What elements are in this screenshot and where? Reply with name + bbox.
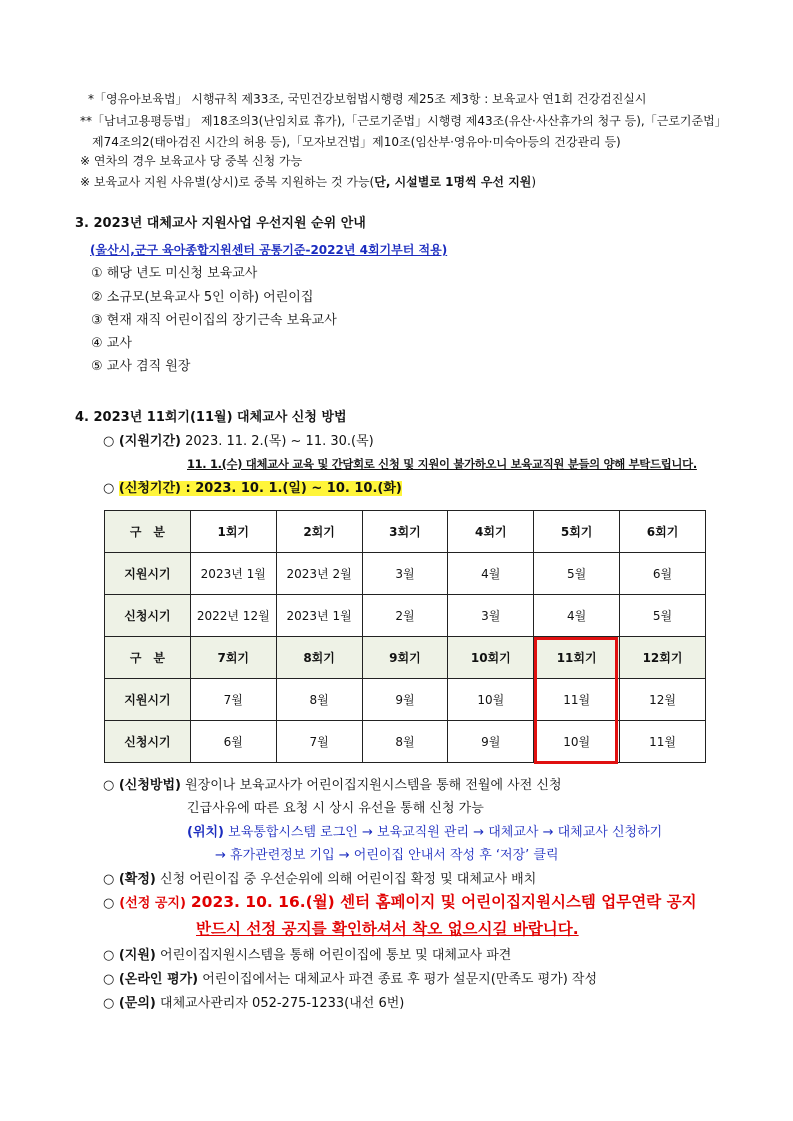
priority-item-3: ③ 현재 재직 어린이집의 장기근속 보육교사 [91, 313, 337, 328]
table-cell: 8회기 [276, 637, 362, 679]
priority-item-4: ④ 교사 [91, 336, 132, 351]
table-cell: 2022년 12월 [190, 595, 276, 637]
table-cell: 7월 [190, 679, 276, 721]
confirm-line: ○ (확정) 신청 어린이집 중 우선순위에 의해 어린이집 확정 및 대체교사 배치 [103, 872, 537, 887]
table-cell: 2월 [362, 595, 448, 637]
note-leave-laws-cont: 제74조의2(태아검진 시간의 허용 등),「모자보건법」제10조(임산부·영유아·미숙아등의 건강관리 등) [92, 135, 621, 149]
online-eval-line: ○ (온라인 평가) 어린이집에서는 대체교사 파견 종료 후 평가 설문지(만족도 평가) 작성 [103, 972, 598, 987]
apply-method-emergency: 긴급사유에 따른 요청 시 상시 유선을 통해 신청 가능 [187, 801, 484, 816]
table-cell: 지원시기 [105, 553, 191, 595]
table-cell: 신청시기 [105, 595, 191, 637]
section3-title: 3. 2023년 대체교사 지원사업 우선지원 순위 안내 [75, 216, 366, 231]
table-cell: 9회기 [362, 637, 448, 679]
priority-item-2: ② 소규모(보육교사 5인 이하) 어린이집 [91, 290, 314, 305]
table-cell: 11월 [534, 679, 620, 721]
table-cell: 10월 [448, 679, 534, 721]
priority-item-1: ① 해당 년도 미신청 보육교사 [91, 266, 258, 281]
table-cell: 5월 [620, 595, 706, 637]
table-cell: 신청시기 [105, 721, 191, 763]
apply-method: ○ (신청방법) 원장이나 보육교사가 어린이집지원시스템을 통해 전월에 사전 신청 [103, 778, 562, 793]
apply-period: ○ (신청기간) : 2023. 10. 1.(일) ~ 10. 10.(화) [103, 481, 402, 496]
table-cell: 11회기 [534, 637, 620, 679]
table-cell: 3회기 [362, 511, 448, 553]
apply-location-cont: → 휴가관련정보 기입 → 어린이집 안내서 작성 후 ‘저장’ 클릭 [215, 848, 559, 863]
note-annual-leave: ※ 연차의 경우 보육교사 당 중복 신청 가능 [80, 154, 303, 168]
priority-item-5: ⑤ 교사 겸직 원장 [91, 359, 191, 374]
table-cell: 4월 [448, 553, 534, 595]
table-cell: 4회기 [448, 511, 534, 553]
note-duplicate-support: ※ 보육교사 지원 사유별(상시)로 중복 지원하는 것 가능(단, 시설별로 1명씩 우선 지원) [80, 175, 537, 189]
table-cell: 10월 [534, 721, 620, 763]
table-cell: 2023년 1월 [276, 595, 362, 637]
highlight-11th-round-box [534, 637, 618, 764]
table-cell: 구 분 [105, 511, 191, 553]
table-cell: 지원시기 [105, 679, 191, 721]
table-cell: 3월 [448, 595, 534, 637]
table-cell: 2023년 2월 [276, 553, 362, 595]
table-cell: 6회기 [620, 511, 706, 553]
contact-line: ○ (문의) 대체교사관리자 052-275-1233(내선 6번) [103, 996, 405, 1011]
table-cell: 6월 [190, 721, 276, 763]
table-cell: 1회기 [190, 511, 276, 553]
support-notice: 11. 1.(수) 대체교사 교육 및 간담회로 신청 및 지원이 불가하오니 보육교직원 분들의 양해 부탁드립니다. [187, 457, 697, 471]
table-cell: 5회기 [534, 511, 620, 553]
note-leave-laws: **「남녀고용평등법」 제18조의3(난임치료 휴가),「근로기준법」시행령 제43조(유산·사산휴가의 청구 등),「근로기준법」 [80, 114, 727, 128]
selection-notice: ○ (선정 공지) 2023. 10. 16.(월) 센터 홈페이지 및 어린이집지원시스템 업무연락 공지 [103, 893, 697, 911]
table-cell: 9월 [362, 679, 448, 721]
table-cell: 12회기 [620, 637, 706, 679]
table-row [105, 511, 706, 553]
table-cell: 8월 [362, 721, 448, 763]
table-cell: 2회기 [276, 511, 362, 553]
table-cell: 12월 [620, 679, 706, 721]
table-cell: 7월 [276, 721, 362, 763]
section3-subtitle: (울산시,군구 육아종합지원센터 공통기준-2022년 4회기부터 적용) [90, 243, 448, 257]
table-cell: 10회기 [448, 637, 534, 679]
support-line: ○ (지원) 어린이집지원시스템을 통해 어린이집에 통보 및 대체교사 파견 [103, 948, 512, 963]
table-cell: 5월 [534, 553, 620, 595]
table-cell: 6월 [620, 553, 706, 595]
table-cell: 4월 [534, 595, 620, 637]
table-cell: 7회기 [190, 637, 276, 679]
table-cell: 3월 [362, 553, 448, 595]
table-cell: 구 분 [105, 637, 191, 679]
selection-warning: 반드시 선정 공지를 확인하셔서 착오 없으시길 바랍니다. [196, 920, 579, 938]
table-cell: 11월 [620, 721, 706, 763]
section4-title: 4. 2023년 11회기(11월) 대체교사 신청 방법 [75, 410, 347, 425]
table-cell: 8월 [276, 679, 362, 721]
table-row [105, 553, 706, 595]
support-period: ○ (지원기간) 2023. 11. 2.(목) ~ 11. 30.(목) [103, 434, 374, 449]
note-health-checkup: *「영유아보육법」 시행규칙 제33조, 국민건강보험법시행령 제25조 제3항 : 보육교사 연1회 건강검진실시 [88, 92, 647, 106]
apply-location: (위치) 보육통합시스템 로그인 → 보육교직원 관리 → 대체교사 → 대체교사 신청하기 [187, 825, 663, 840]
table-row [105, 595, 706, 637]
table-cell: 9월 [448, 721, 534, 763]
table-cell: 2023년 1월 [190, 553, 276, 595]
